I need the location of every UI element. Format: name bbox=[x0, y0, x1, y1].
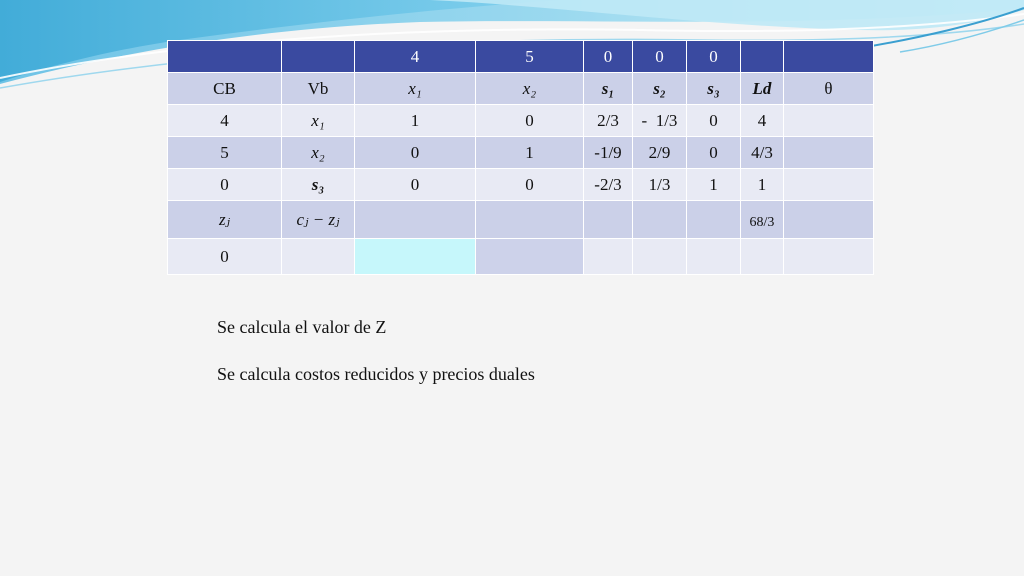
cell: 0 bbox=[476, 105, 584, 137]
cell: 0 bbox=[687, 137, 741, 169]
z-value-cell: 68/3 bbox=[741, 201, 784, 239]
cell bbox=[687, 239, 741, 275]
column-header-row bbox=[168, 73, 874, 105]
cell: 0 bbox=[168, 169, 282, 201]
cell: 0 bbox=[355, 169, 476, 201]
cell: 0 bbox=[687, 41, 741, 73]
cell: 4 bbox=[355, 41, 476, 73]
cell: zⱼ bbox=[168, 201, 282, 239]
column-header: s₂ bbox=[633, 73, 687, 105]
shaded-cell bbox=[476, 239, 584, 275]
cell bbox=[584, 239, 633, 275]
cell: 0 bbox=[584, 41, 633, 73]
cell: x₁ bbox=[282, 105, 355, 137]
cell: 0 bbox=[168, 239, 282, 275]
cell: 1 bbox=[741, 169, 784, 201]
cell: -2/3 bbox=[584, 169, 633, 201]
column-header: CB bbox=[168, 73, 282, 105]
cell bbox=[168, 41, 282, 73]
cell: 0 bbox=[687, 105, 741, 137]
column-header: θ bbox=[784, 73, 874, 105]
table-row bbox=[168, 137, 874, 169]
cell bbox=[282, 41, 355, 73]
cell bbox=[784, 201, 874, 239]
cell bbox=[784, 169, 874, 201]
cell: 1/3 bbox=[633, 169, 687, 201]
table-row bbox=[168, 169, 874, 201]
table-row bbox=[168, 105, 874, 137]
cell bbox=[476, 201, 584, 239]
cost-coefficient-row bbox=[168, 41, 874, 73]
cell: 1 bbox=[476, 137, 584, 169]
cell: -1/9 bbox=[584, 137, 633, 169]
note-line-1: Se calcula el valor de Z bbox=[217, 317, 387, 337]
cell: 0 bbox=[355, 137, 476, 169]
cell bbox=[741, 41, 784, 73]
column-header: Ld bbox=[741, 73, 784, 105]
cell: 4 bbox=[741, 105, 784, 137]
cell: 1 bbox=[355, 105, 476, 137]
highlighted-cell bbox=[355, 239, 476, 275]
cell bbox=[784, 105, 874, 137]
cell bbox=[282, 239, 355, 275]
simplex-tableau bbox=[167, 40, 874, 275]
cell bbox=[584, 201, 633, 239]
z-row bbox=[168, 201, 874, 239]
reduced-cost-row bbox=[168, 239, 874, 275]
note-line-2: Se calcula costos reducidos y precios duales bbox=[217, 364, 535, 384]
cell: x₂ bbox=[282, 137, 355, 169]
column-header: x₂ bbox=[476, 73, 584, 105]
column-header: s₁ bbox=[584, 73, 633, 105]
cell: 0 bbox=[633, 41, 687, 73]
column-header: s₃ bbox=[687, 73, 741, 105]
cell: cⱼ − zⱼ bbox=[282, 201, 355, 239]
cell bbox=[784, 137, 874, 169]
cell: 0 bbox=[476, 169, 584, 201]
cell: - 1/3 bbox=[633, 105, 687, 137]
cell bbox=[784, 41, 874, 73]
cell bbox=[355, 201, 476, 239]
column-header: x₁ bbox=[355, 73, 476, 105]
cell: 2/9 bbox=[633, 137, 687, 169]
cell: 2/3 bbox=[584, 105, 633, 137]
cell: s₃ bbox=[282, 169, 355, 201]
cell: 1 bbox=[687, 169, 741, 201]
cell: 5 bbox=[168, 137, 282, 169]
cell bbox=[687, 201, 741, 239]
cell: 4/3 bbox=[741, 137, 784, 169]
cell bbox=[633, 201, 687, 239]
cell: 4 bbox=[168, 105, 282, 137]
cell: 5 bbox=[476, 41, 584, 73]
cell bbox=[741, 239, 784, 275]
cell bbox=[633, 239, 687, 275]
column-header: Vb bbox=[282, 73, 355, 105]
cell bbox=[784, 239, 874, 275]
